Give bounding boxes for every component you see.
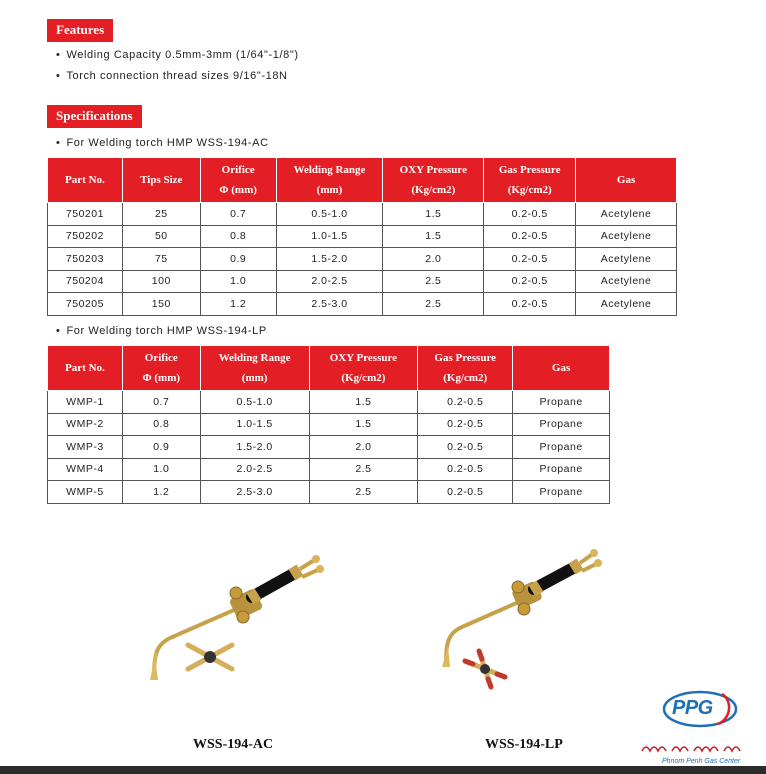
table-cell: 0.2-0.5 xyxy=(484,293,576,316)
table-cell: 1.0-1.5 xyxy=(276,225,383,248)
ac-header-cell xyxy=(122,158,200,203)
lp-header-cell xyxy=(122,346,200,391)
table-cell: Acetylene xyxy=(576,225,677,248)
table-cell: 750205 xyxy=(48,293,123,316)
table-cell: 1.5 xyxy=(383,203,484,226)
table-cell: 0.2-0.5 xyxy=(418,436,513,459)
ac-header-cell xyxy=(484,158,576,203)
ac-header-cell xyxy=(200,158,276,203)
lp-table-body xyxy=(48,391,610,504)
table-cell: 1.2 xyxy=(200,293,276,316)
table-cell: 750204 xyxy=(48,270,123,293)
ac-header-text: (Kg/cm2) xyxy=(507,184,552,196)
ac-header-text: Gas Pressure xyxy=(498,164,561,176)
lp-table-subtitle: • For Welding torch HMP WSS-194-LP xyxy=(56,325,267,337)
lp-header-cell xyxy=(200,346,309,391)
lp-header-text: (Kg/cm2) xyxy=(443,372,488,384)
ac-header-cell xyxy=(383,158,484,203)
ac-product-caption: WSS-194-AC xyxy=(193,737,274,752)
table-row xyxy=(48,248,677,271)
table-cell: 2.0 xyxy=(383,248,484,271)
ac-header-cell xyxy=(576,158,677,203)
lp-header-text: OXY Pressure xyxy=(329,352,398,364)
table-cell: 1.5-2.0 xyxy=(200,436,309,459)
ac-header-cell xyxy=(276,158,383,203)
ac-header-text: Tips Size xyxy=(140,174,183,186)
table-cell: Propane xyxy=(513,481,610,504)
table-cell: Acetylene xyxy=(576,293,677,316)
table-cell: 0.8 xyxy=(122,413,200,436)
ac-header-text: Part No. xyxy=(65,174,105,186)
lp-header-cell xyxy=(513,346,610,391)
table-cell: 750201 xyxy=(48,203,123,226)
table-cell: Propane xyxy=(513,436,610,459)
table-cell: 0.2-0.5 xyxy=(418,413,513,436)
table-cell: 1.0-1.5 xyxy=(200,413,309,436)
table-cell: 0.7 xyxy=(200,203,276,226)
table-cell: 75 xyxy=(122,248,200,271)
table-cell: 1.0 xyxy=(122,458,200,481)
table-cell: 0.2-0.5 xyxy=(484,270,576,293)
table-row xyxy=(48,391,610,414)
lp-header-text: (Kg/cm2) xyxy=(341,372,386,384)
ac-header-text: Welding Range xyxy=(293,164,366,176)
table-cell: WMP-4 xyxy=(48,458,123,481)
lp-header-text: Gas Pressure xyxy=(434,352,497,364)
table-cell: 750202 xyxy=(48,225,123,248)
ac-header-text: (Kg/cm2) xyxy=(411,184,456,196)
table-row xyxy=(48,436,610,459)
ppg-logo-tagline: Phnom Penh Gas Center xyxy=(662,758,741,765)
ac-spec-table xyxy=(47,157,677,316)
table-cell: 50 xyxy=(122,225,200,248)
lp-header-text: Φ (mm) xyxy=(142,372,181,384)
table-row xyxy=(48,293,677,316)
table-cell: 2.5 xyxy=(383,270,484,293)
table-cell: 0.8 xyxy=(200,225,276,248)
table-cell: WMP-3 xyxy=(48,436,123,459)
table-cell: 1.0 xyxy=(200,270,276,293)
lp-header-cell xyxy=(48,346,123,391)
ac-header-text: OXY Pressure xyxy=(399,164,467,176)
table-cell: 25 xyxy=(122,203,200,226)
lp-header-cell xyxy=(418,346,513,391)
wss-194-ac-torch-image xyxy=(140,545,340,695)
table-cell: Propane xyxy=(513,413,610,436)
ac-table-header-row xyxy=(48,158,677,203)
table-cell: 0.2-0.5 xyxy=(484,225,576,248)
table-cell: 2.5-3.0 xyxy=(276,293,383,316)
table-cell: 0.5-1.0 xyxy=(200,391,309,414)
table-cell: Propane xyxy=(513,391,610,414)
table-cell: 0.2-0.5 xyxy=(484,203,576,226)
table-cell: 2.0 xyxy=(309,436,418,459)
table-cell: 0.2-0.5 xyxy=(418,391,513,414)
lp-product-caption: WSS-194-LP xyxy=(485,737,563,752)
table-cell: 2.5 xyxy=(309,458,418,481)
ac-table-body xyxy=(48,203,677,316)
ac-table-subtitle: • For Welding torch HMP WSS-194-AC xyxy=(56,137,269,149)
table-cell: 1.5-2.0 xyxy=(276,248,383,271)
lp-header-text: Gas xyxy=(551,362,571,374)
table-cell: 0.2-0.5 xyxy=(484,248,576,271)
features-heading: Features xyxy=(47,19,113,42)
ppg-logo-mark: PPG xyxy=(672,697,713,719)
table-cell: 2.0-2.5 xyxy=(276,270,383,293)
ac-header-text: Φ (mm) xyxy=(219,184,257,196)
ac-header-text: Orifice xyxy=(221,164,255,176)
specifications-heading: Specifications xyxy=(47,105,142,128)
table-cell: 0.5-1.0 xyxy=(276,203,383,226)
table-cell: 0.9 xyxy=(122,436,200,459)
table-cell: 2.5-3.0 xyxy=(200,481,309,504)
lp-header-text: (mm) xyxy=(241,372,268,384)
khmer-script-icon xyxy=(640,743,750,755)
table-cell: 750203 xyxy=(48,248,123,271)
lp-header-text: Orifice xyxy=(144,352,178,364)
table-cell: 1.5 xyxy=(309,391,418,414)
lp-header-text: Part No. xyxy=(65,362,105,374)
table-cell: WMP-2 xyxy=(48,413,123,436)
table-cell: 0.2-0.5 xyxy=(418,458,513,481)
table-row xyxy=(48,225,677,248)
table-cell: 1.5 xyxy=(309,413,418,436)
wss-194-lp-torch-image xyxy=(430,545,630,695)
table-cell: Acetylene xyxy=(576,270,677,293)
lp-table-header-row xyxy=(48,346,610,391)
table-cell: 2.0-2.5 xyxy=(200,458,309,481)
footer-bar xyxy=(0,766,766,774)
table-cell: 150 xyxy=(122,293,200,316)
feature-item-thread: • Torch connection thread sizes 9/16"-18N xyxy=(56,70,288,82)
feature-item-capacity: • Welding Capacity 0.5mm-3mm (1/64"-1/8") xyxy=(56,49,299,61)
ac-header-text: Gas xyxy=(616,174,636,186)
ppg-logo xyxy=(662,690,742,728)
table-row xyxy=(48,203,677,226)
ac-header-text: (mm) xyxy=(316,184,343,196)
table-cell: Acetylene xyxy=(576,248,677,271)
lp-header-cell xyxy=(309,346,418,391)
table-cell: 1.2 xyxy=(122,481,200,504)
table-cell: 1.5 xyxy=(383,225,484,248)
table-row xyxy=(48,481,610,504)
table-cell: 0.7 xyxy=(122,391,200,414)
table-cell: 0.2-0.5 xyxy=(418,481,513,504)
table-row xyxy=(48,458,610,481)
table-cell: Acetylene xyxy=(576,203,677,226)
ac-header-cell xyxy=(48,158,123,203)
table-cell: 2.5 xyxy=(383,293,484,316)
table-row xyxy=(48,413,610,436)
table-cell: Propane xyxy=(513,458,610,481)
table-cell: WMP-1 xyxy=(48,391,123,414)
table-cell: 100 xyxy=(122,270,200,293)
table-row xyxy=(48,270,677,293)
lp-header-text: Welding Range xyxy=(218,352,291,364)
lp-spec-table xyxy=(47,345,610,504)
khmer-logo-text-image xyxy=(640,742,750,754)
table-cell: 0.9 xyxy=(200,248,276,271)
table-cell: 2.5 xyxy=(309,481,418,504)
table-cell: WMP-5 xyxy=(48,481,123,504)
